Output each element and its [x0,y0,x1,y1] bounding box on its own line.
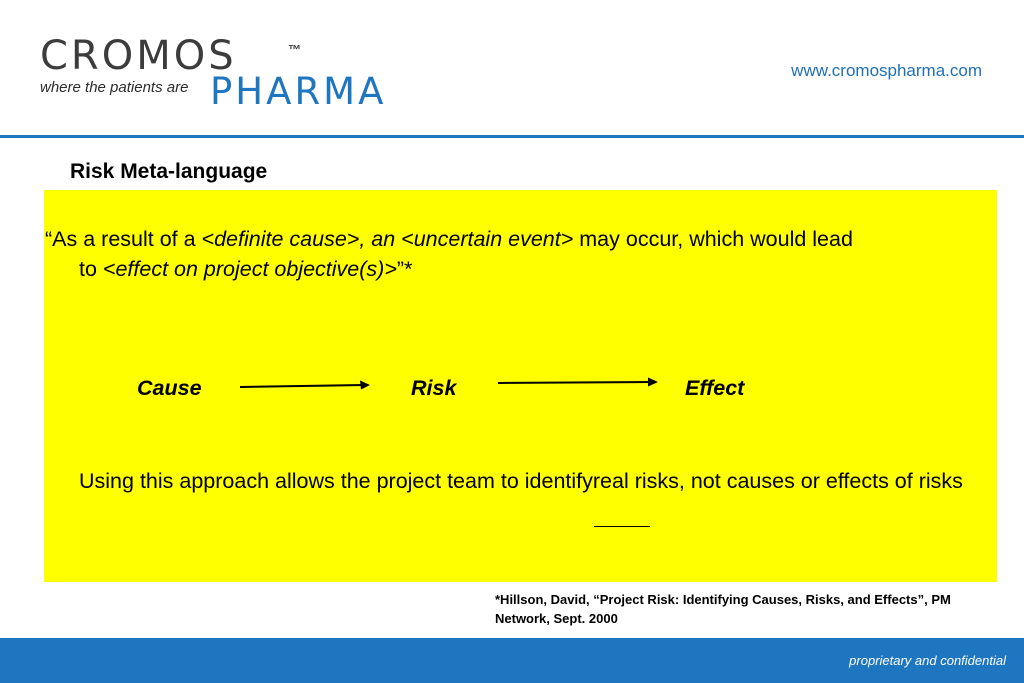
logo-product-text: PHARMA [210,70,387,113]
header-divider [0,135,1024,138]
logo-trademark: ™ [288,42,301,57]
quote-close: ”* [396,257,413,281]
company-logo [38,33,468,113]
website-url[interactable]: www.cromospharma.com [791,61,982,80]
citation-footnote: *Hillson, David, “Project Risk: Identifying Causes, Risks, and Effects”, PM Network, Sept. 2000 [495,592,951,626]
cause-to-risk-arrow [238,378,372,394]
logo-brand-text: CROMOS [40,33,237,79]
quote-line-1 [45,224,1005,254]
risk-to-effect-arrow [496,374,660,390]
approach-description: Using this approach allows the project team to identifyreal risks, not causes or effects of risks [79,469,963,493]
underline-blank [594,526,650,527]
quote-effect-italic: <effect on project objective(s)> [102,257,397,281]
flow-cause-label: Cause [137,376,202,400]
footer-confidentiality: proprietary and confidential [849,653,1006,668]
quote-open: “As a result of a [45,227,202,251]
quote-line2-prefix: to [79,257,103,281]
meta-language-quote [45,224,1005,284]
footer-bar [0,638,1024,683]
quote-cause-italic: <definite cause>, an <uncertain event> [201,227,574,251]
flow-risk-label: Risk [411,376,457,400]
flow-effect-label: Effect [685,376,745,400]
logo-tagline: where the patients are [40,79,189,96]
quote-line-2 [45,254,1005,284]
slide-subtitle: Risk Meta-language [70,160,268,183]
quote-middle: may occur, which would lead [573,227,853,251]
